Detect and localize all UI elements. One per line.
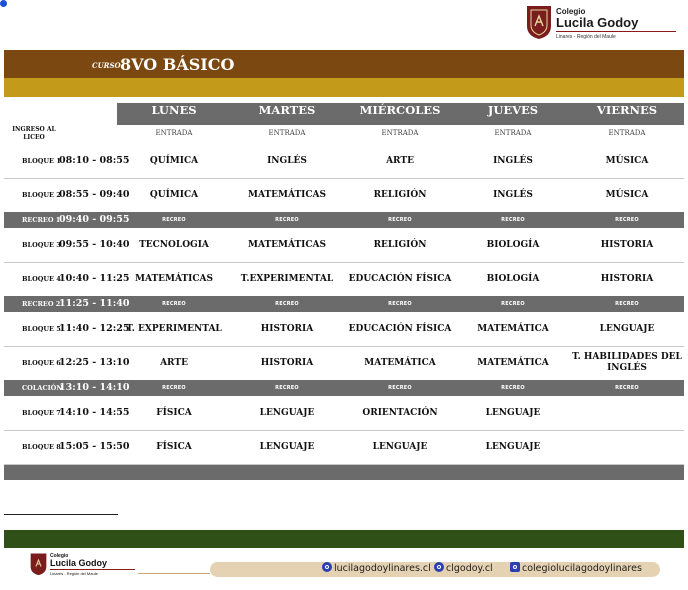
- entrada-label: ENTRADA: [608, 129, 646, 137]
- social-link-facebook[interactable]: [510, 562, 642, 577]
- block-time: 09:40 - 09:55: [59, 214, 130, 225]
- logo-divider: [556, 31, 676, 32]
- table-footer-bar: [4, 465, 684, 480]
- entrada-label: ENTRADA: [494, 129, 532, 137]
- table-row: [4, 178, 684, 213]
- recess-row: [4, 380, 684, 396]
- subject-cell: BIOLOGÍA: [486, 273, 540, 284]
- block-time: 14:10 - 14:55: [59, 407, 130, 418]
- entrada-label: ENTRADA: [381, 129, 419, 137]
- block-time: 13:10 - 14:10: [59, 382, 130, 393]
- block-time: 08:55 - 09:40: [59, 189, 130, 200]
- subject-cell: ARTE: [160, 357, 188, 368]
- corner-marker: [0, 0, 7, 7]
- subject-cell: EDUCACIÓN FÍSICA: [348, 273, 452, 284]
- block-label: BLOQUE 2: [22, 191, 61, 199]
- social-link-instagram[interactable]: [434, 562, 493, 577]
- footer-shield-icon: [30, 552, 47, 576]
- block-label: BLOQUE 1: [22, 157, 61, 165]
- block-time: 15:05 - 15:50: [59, 441, 130, 452]
- recess-cell: RECREO: [388, 301, 412, 307]
- block-label: BLOQUE 3: [22, 241, 61, 249]
- block-label: RECREO 1: [22, 216, 61, 224]
- subject-cell: RELIGIÓN: [373, 189, 427, 200]
- ingreso-label: INGRESO AL LICEO: [12, 126, 56, 141]
- table-row: [4, 262, 684, 297]
- instagram-icon: [434, 562, 444, 572]
- subject-cell: TECNOLOGIA: [139, 239, 209, 250]
- table-row: [4, 144, 684, 179]
- block-label: BLOQUE 5: [22, 325, 61, 333]
- recess-cell: RECREO: [162, 301, 186, 307]
- subject-cell: QUÍMICA: [149, 189, 199, 200]
- footer-logo-divider: [50, 569, 135, 570]
- footer-divider-line: [138, 573, 210, 574]
- subject-cell: LENGUAJE: [485, 407, 541, 418]
- recess-cell: RECREO: [388, 217, 412, 223]
- subject-cell: RELIGIÓN: [373, 239, 427, 250]
- table-row: [4, 396, 684, 431]
- recess-cell: RECREO: [275, 217, 299, 223]
- subject-cell: MÚSICA: [605, 155, 649, 166]
- recess-cell: RECREO: [501, 217, 525, 223]
- school-logo: [526, 4, 686, 44]
- social-link-website[interactable]: [322, 562, 431, 577]
- subject-cell: T. HABILIDADES DEL INGLÉS: [572, 352, 682, 373]
- recess-row: [4, 212, 684, 228]
- block-time: 09:55 - 10:40: [59, 239, 130, 250]
- block-time: 11:40 - 12:25: [59, 323, 130, 334]
- block-label: COLACIÓN: [22, 384, 63, 392]
- day-header-4: VIERNES: [596, 103, 658, 117]
- logo-school-name: Lucila Godoy: [556, 15, 639, 30]
- subject-cell: HISTORIA: [260, 357, 314, 368]
- subject-cell: MATEMÁTICAS: [247, 189, 327, 200]
- subject-cell: LENGUAJE: [259, 441, 315, 452]
- footer-logo-school-name: Lucila Godoy: [50, 558, 108, 568]
- logo-location: Linares - Región del Maule: [556, 34, 616, 40]
- block-time: 10:40 - 11:25: [59, 273, 130, 284]
- subject-cell: LENGUAJE: [372, 441, 428, 452]
- table-row: [4, 430, 684, 465]
- recess-cell: RECREO: [615, 301, 639, 307]
- recess-cell: RECREO: [275, 301, 299, 307]
- accent-bar: [4, 78, 684, 97]
- subject-cell: FÍSICA: [156, 441, 192, 452]
- entrada-label: ENTRADA: [268, 129, 306, 137]
- curso-value: 8VO BÁSICO: [120, 55, 235, 74]
- footer-green-bar: [4, 530, 684, 548]
- block-time: 12:25 - 13:10: [59, 357, 130, 368]
- block-time: 11:25 - 11:40: [59, 298, 130, 309]
- subject-cell: INGLÉS: [493, 155, 533, 166]
- curso-label: CURSO: [92, 61, 121, 70]
- block-time: 08:10 - 08:55: [59, 155, 130, 166]
- facebook-icon: [510, 562, 520, 572]
- subject-cell: HISTORIA: [600, 273, 654, 284]
- recess-cell: RECREO: [388, 385, 412, 391]
- block-label: BLOQUE 8: [22, 443, 61, 451]
- subject-cell: ORIENTACIÓN: [362, 407, 438, 418]
- recess-cell: RECREO: [162, 385, 186, 391]
- day-header-3: JUEVES: [487, 103, 539, 117]
- logo-college-word: Colegio: [556, 7, 586, 16]
- recess-cell: RECREO: [501, 301, 525, 307]
- subject-cell: LENGUAJE: [599, 323, 655, 334]
- block-label: BLOQUE 4: [22, 275, 61, 283]
- social-link-website-text: lucilagodoylinares.cl: [334, 563, 431, 574]
- subject-cell: FÍSICA: [156, 407, 192, 418]
- subject-cell: MATEMÁTICA: [477, 323, 549, 334]
- shield-icon: [526, 4, 552, 40]
- subject-cell: INGLÉS: [493, 189, 533, 200]
- recess-row: [4, 296, 684, 312]
- table-row: [4, 228, 684, 263]
- subject-cell: HISTORIA: [600, 239, 654, 250]
- subject-cell: QUÍMICA: [149, 155, 199, 166]
- social-link-facebook-text: colegiolucilagodoylinares: [522, 563, 642, 574]
- footer-logo-college-word: Colegio: [50, 553, 69, 559]
- day-header-1: MARTES: [258, 103, 316, 117]
- subject-cell: BIOLOGÍA: [486, 239, 540, 250]
- social-link-instagram-text: clgodoy.cl: [446, 563, 493, 574]
- recess-cell: RECREO: [501, 385, 525, 391]
- instagram-icon: [322, 562, 332, 572]
- recess-cell: RECREO: [275, 385, 299, 391]
- block-label: RECREO 2: [22, 300, 61, 308]
- table-row: [4, 346, 684, 381]
- subject-cell: LENGUAJE: [259, 407, 315, 418]
- subject-cell: ARTE: [386, 155, 414, 166]
- subject-cell: MATEMÁTICAS: [134, 273, 214, 284]
- subject-cell: MATEMÁTICAS: [247, 239, 327, 250]
- recess-cell: RECREO: [615, 217, 639, 223]
- subject-cell: T.EXPERIMENTAL: [240, 273, 334, 284]
- entrada-label: ENTRADA: [155, 129, 193, 137]
- subject-cell: LENGUAJE: [485, 441, 541, 452]
- subject-cell: MÚSICA: [605, 189, 649, 200]
- block-label: BLOQUE 6: [22, 359, 61, 367]
- subject-cell: HISTORIA: [260, 323, 314, 334]
- footer-logo-location: Linares - Región del Maule: [50, 571, 98, 576]
- signature-line: [4, 514, 118, 515]
- footer-logo: [30, 552, 140, 582]
- subject-cell: EDUCACIÓN FÍSICA: [348, 323, 452, 334]
- recess-cell: RECREO: [162, 217, 186, 223]
- subject-cell: MATEMÁTICA: [364, 357, 436, 368]
- block-label: BLOQUE 7: [22, 409, 61, 417]
- day-header-2: MIÉRCOLES: [359, 103, 441, 117]
- recess-cell: RECREO: [615, 385, 639, 391]
- subject-cell: INGLÉS: [267, 155, 307, 166]
- subject-cell: MATEMÁTICA: [477, 357, 549, 368]
- table-row: [4, 312, 684, 347]
- subject-cell: T. EXPERIMENTAL: [126, 323, 222, 334]
- day-header-0: LUNES: [151, 103, 197, 117]
